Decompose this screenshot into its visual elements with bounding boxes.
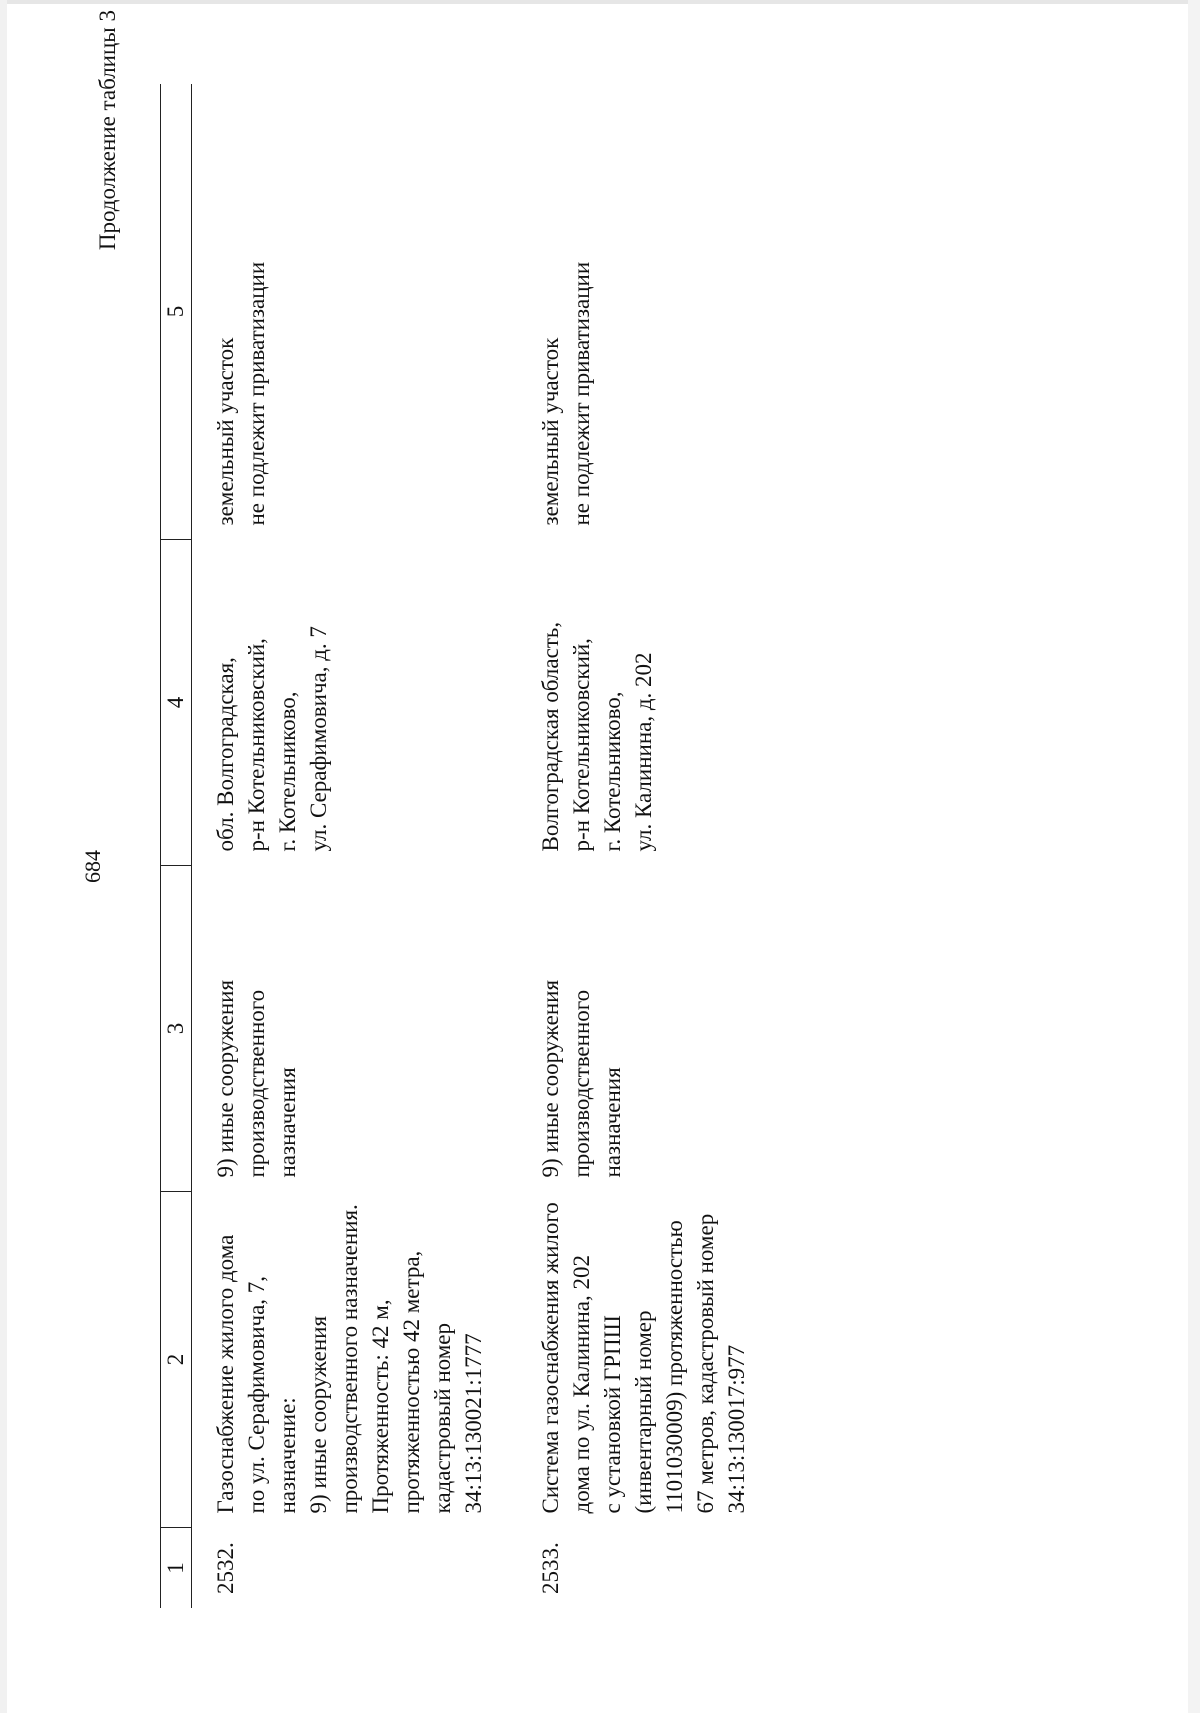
row-number: 2533. (538, 1542, 563, 1594)
col-header-2: 2 (161, 1192, 192, 1528)
object-address: обл. Волгоградская, р-н Котельниковский, г. Котельниково, ул. Серафимовича, д. 7 (213, 626, 331, 852)
object-name: Газоснабжение жилого дома по ул. Серафимовича, 7, назначение: 9) иные сооружения производственного назначения. Протяженность: 42 м, протяженностью 42 метра, кадастровый номер 34:13:130021:1777 (213, 1204, 486, 1514)
col-header-1: 1 (161, 1528, 192, 1609)
table-row (517, 84, 780, 1608)
property-table (160, 84, 780, 1608)
row-number: 2532. (213, 1542, 238, 1594)
land-status: земельный участок не подлежит приватизации (538, 261, 594, 526)
page-number-area (60, 753, 150, 913)
col-header-4: 4 (161, 540, 192, 866)
table-row (192, 84, 518, 1608)
table-continuation-label: Продолжение таблицы 3 (95, 10, 120, 251)
col-header-3: 3 (161, 866, 192, 1192)
object-name: Система газоснабжения жилого дома по ул. Калинина, 202 с установкой ГРПШ (инвентарный номер 1101030009) протяженностью 67 метров, кадастровый номер 34:13:130017:977 (538, 1202, 749, 1514)
land-status: земельный участок не подлежит приватизации (213, 261, 269, 526)
object-purpose: 9) иные сооружения производственного назначения (538, 979, 625, 1178)
col-header-5: 5 (161, 84, 192, 540)
table-header-row (161, 84, 192, 1608)
object-address: Волгоградская область, р-н Котельниковский, г. Котельниково, ул. Калинина, д. 202 (538, 621, 656, 852)
page-number: 684 (80, 850, 105, 883)
object-purpose: 9) иные сооружения производственного назначения (213, 979, 300, 1178)
